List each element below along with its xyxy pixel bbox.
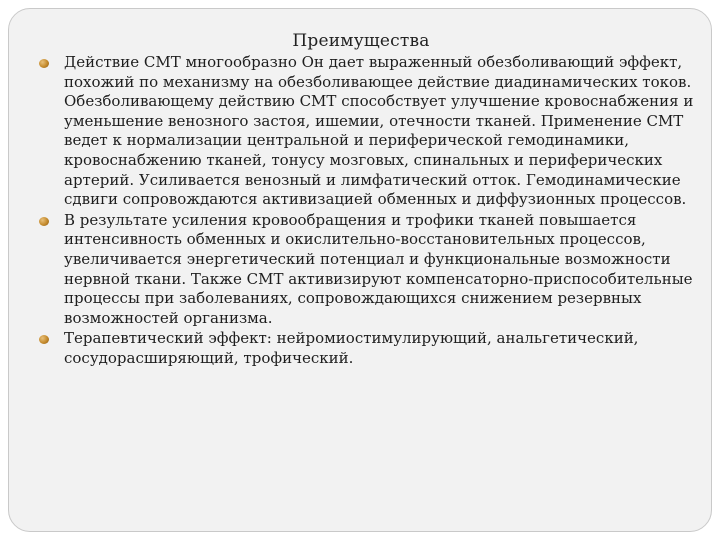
bullet-item — [39, 329, 715, 368]
bullet-text: Действие СМТ многообразно Он дает выраженный обезболивающий эффект, похожий по механизму на обезболивающее действие диадинамических токов. Обезболивающему действию СМТ способствует улучшение кровоснабжения и уменьшение венозного застоя, ишемии, отечности тканей. Применение СМТ ведет к нормализации центральной и периферической гемодинамики, кровоснабжению тканей, тонусу мозговых, спинальных и периферических артерий. Усиливается венозный и лимфатический отток. Гемодинамические сдвиги сопровождаются активизацией обменных и диффузионных процессов. — [64, 53, 694, 209]
slide-frame — [8, 8, 712, 532]
bullet-item — [39, 53, 715, 210]
bullet-dot-icon — [39, 59, 49, 68]
bullet-item — [39, 211, 715, 329]
slide-title: Преимущества — [292, 31, 430, 51]
bullet-dot-icon — [39, 335, 49, 344]
bullet-text: Терапевтический эффект: нейромиостимулирующий, анальгетический, сосудорасширяющий, трофический. — [64, 329, 639, 367]
bullet-dot-icon — [39, 217, 49, 226]
bullet-list — [39, 53, 715, 370]
bullet-text: В результате усиления кровообращения и трофики тканей повышается интенсивность обменных и окислительно-восстановительных процессов, увеличивается энергетический потенциал и функциональные возможности нервной ткани. Также СМТ активизируют компенсаторно-приспособительные процессы при заболеваниях, сопровождающихся снижением резервных возможностей организма. — [64, 210, 693, 327]
